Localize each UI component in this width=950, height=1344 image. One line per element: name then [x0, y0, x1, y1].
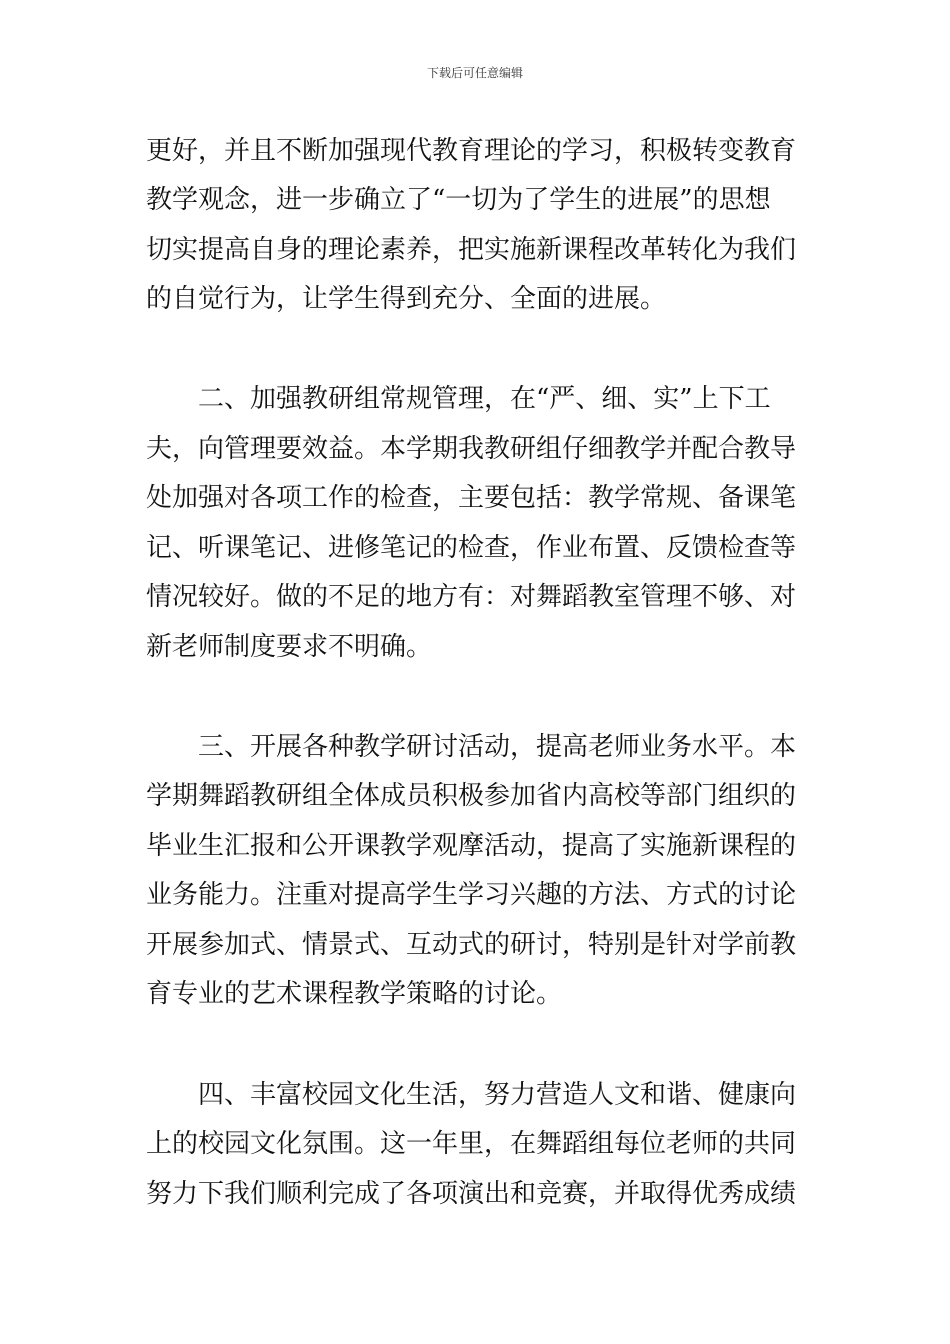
text-line: 二、加强教研组常规管理，在“严、细、实”上下工	[198, 384, 771, 414]
paragraph-1-line-3	[0, 230, 950, 270]
paragraph-2-line-5	[0, 577, 950, 617]
text-line: 毕业生汇报和公开课教学观摩活动，提高了实施新课程的	[146, 831, 797, 861]
text-line: 夫，向管理要效益。本学期我教研组仔细教学并配合教导	[146, 434, 797, 464]
paragraph-1-line-4	[0, 279, 950, 319]
text-line: 处加强对各项工作的检查，主要包括：教学常规、备课笔	[146, 483, 797, 513]
text-line: 三、开展各种教学研讨活动，提高老师业务水平。本	[198, 732, 797, 762]
text-line: 教学观念，进一步确立了“一切为了学生的进展”的思想	[146, 185, 771, 215]
paragraph-3-line-4	[0, 875, 950, 915]
text-line: 新老师制度要求不明确。	[146, 632, 433, 662]
paragraph-3-line-3	[0, 826, 950, 866]
paragraph-2-line-6	[0, 627, 950, 667]
text-line: 努力下我们顺利完成了各项演出和竞赛，并取得优秀成绩	[146, 1179, 797, 1209]
paragraph-4-line-2	[0, 1124, 950, 1164]
paragraph-2-line-2	[0, 429, 950, 469]
text-line: 育专业的艺术课程教学策略的讨论。	[146, 979, 563, 1009]
text-line: 的自觉行为，让学生得到充分、全面的进展。	[146, 284, 667, 314]
text-line: 业务能力。注重对提高学生学习兴趣的方法、方式的讨论	[146, 880, 797, 910]
text-line: 更好，并且不断加强现代教育理论的学习，积极转变教育	[146, 136, 797, 166]
paragraph-2-line-3	[0, 478, 950, 518]
paragraph-3-line-6	[0, 974, 950, 1014]
paragraph-1-line-2	[0, 180, 950, 220]
text-line: 切实提高自身的理论素养，把实施新课程改革转化为我们	[146, 235, 797, 265]
paragraph-4-line-1	[0, 1075, 950, 1115]
paragraph-4-line-3	[0, 1174, 950, 1214]
paragraph-3-line-1	[0, 727, 950, 767]
text-line: 四、丰富校园文化生活，努力营造人文和谐、健康向	[198, 1080, 797, 1110]
paragraph-2-line-4	[0, 528, 950, 568]
paragraph-3-line-5	[0, 925, 950, 965]
page-header: 下载后可任意编辑	[426, 66, 523, 80]
text-line: 情况较好。做的不足的地方有：对舞蹈教室管理不够、对	[146, 582, 797, 612]
text-line: 记、听课笔记、进修笔记的检查，作业布置、反馈检查等	[146, 533, 797, 563]
text-line: 开展参加式、情景式、互动式的研讨，特别是针对学前教	[146, 930, 797, 960]
text-line: 上的校园文化氛围。这一年里，在舞蹈组每位老师的共同	[146, 1129, 797, 1159]
paragraph-1-line-1	[0, 131, 950, 171]
text-line: 学期舞蹈教研组全体成员积极参加省内高校等部门组织的	[146, 781, 797, 811]
paragraph-2-line-1	[0, 379, 950, 419]
paragraph-3-line-2	[0, 776, 950, 816]
